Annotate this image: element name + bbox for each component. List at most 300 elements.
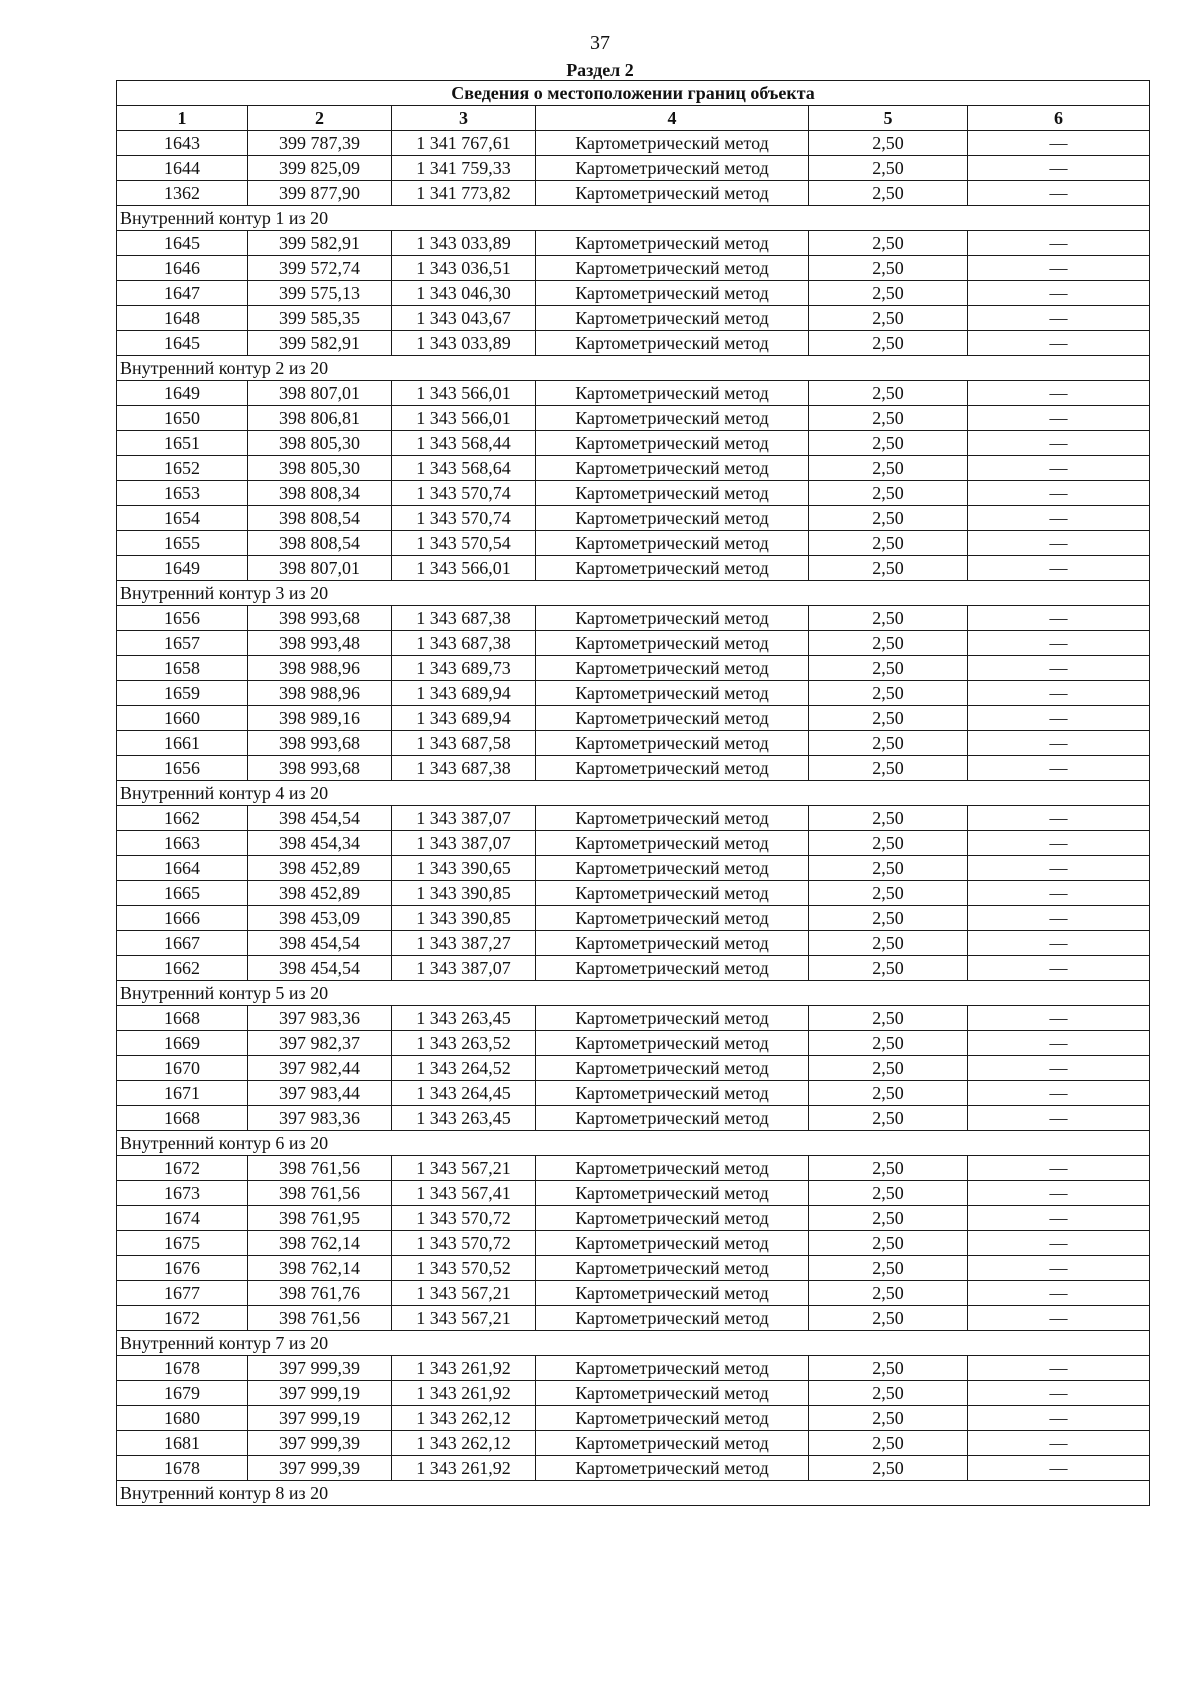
description-cell: —	[968, 681, 1150, 706]
table-row	[117, 1031, 1150, 1056]
table-row	[117, 831, 1150, 856]
method-cell: Картометрический метод	[536, 481, 809, 506]
table-row	[117, 931, 1150, 956]
point-number-cell: 1666	[117, 906, 248, 931]
point-number-cell: 1644	[117, 156, 248, 181]
x-coordinate-cell: 398 993,48	[248, 631, 392, 656]
point-number-cell: 1643	[117, 131, 248, 156]
description-cell: —	[968, 956, 1150, 981]
table-row	[117, 481, 1150, 506]
method-cell: Картометрический метод	[536, 456, 809, 481]
table-row	[117, 1081, 1150, 1106]
table-row	[117, 681, 1150, 706]
description-cell: —	[968, 1081, 1150, 1106]
y-coordinate-cell: 1 343 568,64	[392, 456, 536, 481]
method-cell: Картометрический метод	[536, 931, 809, 956]
point-number-cell: 1671	[117, 1081, 248, 1106]
method-cell: Картометрический метод	[536, 656, 809, 681]
point-number-cell: 1650	[117, 406, 248, 431]
y-coordinate-cell: 1 343 261,92	[392, 1356, 536, 1381]
accuracy-cell: 2,50	[809, 1381, 968, 1406]
x-coordinate-cell: 398 452,89	[248, 856, 392, 881]
point-number-cell: 1676	[117, 1256, 248, 1281]
table-row	[117, 656, 1150, 681]
y-coordinate-cell: 1 343 566,01	[392, 556, 536, 581]
y-coordinate-cell: 1 343 262,12	[392, 1406, 536, 1431]
x-coordinate-cell: 397 983,36	[248, 1106, 392, 1131]
table-row	[117, 1231, 1150, 1256]
column-header-3: 3	[392, 106, 536, 131]
x-coordinate-cell: 399 585,35	[248, 306, 392, 331]
method-cell: Картометрический метод	[536, 1081, 809, 1106]
x-coordinate-cell: 397 983,36	[248, 1006, 392, 1031]
table-row	[117, 956, 1150, 981]
x-coordinate-cell: 398 805,30	[248, 431, 392, 456]
accuracy-cell: 2,50	[809, 381, 968, 406]
point-number-cell: 1680	[117, 1406, 248, 1431]
contour-label: Внутренний контур 7 из 20	[117, 1331, 1150, 1356]
contour-label: Внутренний контур 4 из 20	[117, 781, 1150, 806]
x-coordinate-cell: 398 993,68	[248, 756, 392, 781]
point-number-cell: 1659	[117, 681, 248, 706]
table-row	[117, 231, 1150, 256]
x-coordinate-cell: 398 807,01	[248, 381, 392, 406]
table-row	[117, 856, 1150, 881]
y-coordinate-cell: 1 343 043,67	[392, 306, 536, 331]
accuracy-cell: 2,50	[809, 831, 968, 856]
accuracy-cell: 2,50	[809, 506, 968, 531]
method-cell: Картометрический метод	[536, 1056, 809, 1081]
description-cell: —	[968, 481, 1150, 506]
point-number-cell: 1673	[117, 1181, 248, 1206]
boundary-coordinates-table	[116, 80, 1150, 1506]
accuracy-cell: 2,50	[809, 1006, 968, 1031]
accuracy-cell: 2,50	[809, 156, 968, 181]
x-coordinate-cell: 398 761,56	[248, 1181, 392, 1206]
description-cell: —	[968, 1056, 1150, 1081]
method-cell: Картометрический метод	[536, 831, 809, 856]
table-row	[117, 556, 1150, 581]
table-row	[117, 281, 1150, 306]
contour-row	[117, 206, 1150, 231]
table-row	[117, 531, 1150, 556]
description-cell: —	[968, 806, 1150, 831]
accuracy-cell: 2,50	[809, 481, 968, 506]
method-cell: Картометрический метод	[536, 756, 809, 781]
column-header-4: 4	[536, 106, 809, 131]
y-coordinate-cell: 1 343 689,73	[392, 656, 536, 681]
accuracy-cell: 2,50	[809, 881, 968, 906]
y-coordinate-cell: 1 343 390,85	[392, 881, 536, 906]
accuracy-cell: 2,50	[809, 1431, 968, 1456]
accuracy-cell: 2,50	[809, 1106, 968, 1131]
method-cell: Картометрический метод	[536, 681, 809, 706]
point-number-cell: 1672	[117, 1306, 248, 1331]
y-coordinate-cell: 1 343 387,07	[392, 831, 536, 856]
x-coordinate-cell: 398 988,96	[248, 681, 392, 706]
point-number-cell: 1674	[117, 1206, 248, 1231]
point-number-cell: 1675	[117, 1231, 248, 1256]
description-cell: —	[968, 1006, 1150, 1031]
column-header-1: 1	[117, 106, 248, 131]
y-coordinate-cell: 1 341 759,33	[392, 156, 536, 181]
table-row	[117, 631, 1150, 656]
accuracy-cell: 2,50	[809, 1156, 968, 1181]
x-coordinate-cell: 399 877,90	[248, 181, 392, 206]
method-cell: Картометрический метод	[536, 431, 809, 456]
x-coordinate-cell: 398 453,09	[248, 906, 392, 931]
point-number-cell: 1656	[117, 756, 248, 781]
accuracy-cell: 2,50	[809, 331, 968, 356]
table-row	[117, 1056, 1150, 1081]
table-row	[117, 1456, 1150, 1481]
table-row	[117, 906, 1150, 931]
table-caption: Сведения о местоположении границ объекта	[117, 81, 1150, 106]
table-row	[117, 256, 1150, 281]
y-coordinate-cell: 1 343 262,12	[392, 1431, 536, 1456]
column-header-2: 2	[248, 106, 392, 131]
method-cell: Картометрический метод	[536, 1106, 809, 1131]
method-cell: Картометрический метод	[536, 606, 809, 631]
accuracy-cell: 2,50	[809, 681, 968, 706]
contour-row	[117, 981, 1150, 1006]
accuracy-cell: 2,50	[809, 1281, 968, 1306]
table-row	[117, 1406, 1150, 1431]
contour-label: Внутренний контур 1 из 20	[117, 206, 1150, 231]
y-coordinate-cell: 1 343 390,65	[392, 856, 536, 881]
description-cell: —	[968, 231, 1150, 256]
description-cell: —	[968, 1181, 1150, 1206]
y-coordinate-cell: 1 341 767,61	[392, 131, 536, 156]
description-cell: —	[968, 606, 1150, 631]
accuracy-cell: 2,50	[809, 1031, 968, 1056]
accuracy-cell: 2,50	[809, 806, 968, 831]
accuracy-cell: 2,50	[809, 131, 968, 156]
y-coordinate-cell: 1 343 261,92	[392, 1381, 536, 1406]
point-number-cell: 1677	[117, 1281, 248, 1306]
x-coordinate-cell: 397 999,19	[248, 1406, 392, 1431]
table-row	[117, 156, 1150, 181]
y-coordinate-cell: 1 343 687,38	[392, 756, 536, 781]
point-number-cell: 1665	[117, 881, 248, 906]
description-cell: —	[968, 406, 1150, 431]
y-coordinate-cell: 1 343 570,74	[392, 506, 536, 531]
accuracy-cell: 2,50	[809, 456, 968, 481]
y-coordinate-cell: 1 343 033,89	[392, 331, 536, 356]
x-coordinate-cell: 398 452,89	[248, 881, 392, 906]
point-number-cell: 1648	[117, 306, 248, 331]
method-cell: Картометрический метод	[536, 1306, 809, 1331]
description-cell: —	[968, 1256, 1150, 1281]
x-coordinate-cell: 398 761,95	[248, 1206, 392, 1231]
table-row	[117, 506, 1150, 531]
y-coordinate-cell: 1 343 687,38	[392, 631, 536, 656]
table-body	[117, 131, 1150, 1506]
contour-label: Внутренний контур 8 из 20	[117, 1481, 1150, 1506]
x-coordinate-cell: 397 999,39	[248, 1456, 392, 1481]
y-coordinate-cell: 1 343 261,92	[392, 1456, 536, 1481]
y-coordinate-cell: 1 343 689,94	[392, 681, 536, 706]
accuracy-cell: 2,50	[809, 1206, 968, 1231]
description-cell: —	[968, 906, 1150, 931]
x-coordinate-cell: 398 808,54	[248, 531, 392, 556]
y-coordinate-cell: 1 343 566,01	[392, 406, 536, 431]
point-number-cell: 1678	[117, 1456, 248, 1481]
description-cell: —	[968, 1156, 1150, 1181]
point-number-cell: 1679	[117, 1381, 248, 1406]
accuracy-cell: 2,50	[809, 256, 968, 281]
point-number-cell: 1651	[117, 431, 248, 456]
table-row	[117, 1106, 1150, 1131]
x-coordinate-cell: 398 762,14	[248, 1231, 392, 1256]
y-coordinate-cell: 1 343 568,44	[392, 431, 536, 456]
accuracy-cell: 2,50	[809, 556, 968, 581]
x-coordinate-cell: 398 454,34	[248, 831, 392, 856]
point-number-cell: 1656	[117, 606, 248, 631]
y-coordinate-cell: 1 343 263,45	[392, 1006, 536, 1031]
point-number-cell: 1669	[117, 1031, 248, 1056]
x-coordinate-cell: 399 572,74	[248, 256, 392, 281]
point-number-cell: 1663	[117, 831, 248, 856]
table-row	[117, 756, 1150, 781]
y-coordinate-cell: 1 343 566,01	[392, 381, 536, 406]
accuracy-cell: 2,50	[809, 931, 968, 956]
description-cell: —	[968, 531, 1150, 556]
x-coordinate-cell: 398 454,54	[248, 806, 392, 831]
table-row	[117, 181, 1150, 206]
accuracy-cell: 2,50	[809, 606, 968, 631]
point-number-cell: 1658	[117, 656, 248, 681]
description-cell: —	[968, 631, 1150, 656]
table-row	[117, 1006, 1150, 1031]
method-cell: Картометрический метод	[536, 956, 809, 981]
method-cell: Картометрический метод	[536, 381, 809, 406]
accuracy-cell: 2,50	[809, 531, 968, 556]
description-cell: —	[968, 381, 1150, 406]
x-coordinate-cell: 399 825,09	[248, 156, 392, 181]
method-cell: Картометрический метод	[536, 131, 809, 156]
description-cell: —	[968, 831, 1150, 856]
x-coordinate-cell: 398 988,96	[248, 656, 392, 681]
description-cell: —	[968, 656, 1150, 681]
description-cell: —	[968, 331, 1150, 356]
point-number-cell: 1657	[117, 631, 248, 656]
method-cell: Картометрический метод	[536, 1231, 809, 1256]
point-number-cell: 1649	[117, 556, 248, 581]
point-number-cell: 1660	[117, 706, 248, 731]
point-number-cell: 1670	[117, 1056, 248, 1081]
x-coordinate-cell: 397 999,39	[248, 1356, 392, 1381]
description-cell: —	[968, 706, 1150, 731]
point-number-cell: 1655	[117, 531, 248, 556]
point-number-cell: 1645	[117, 331, 248, 356]
method-cell: Картометрический метод	[536, 1456, 809, 1481]
table-row	[117, 456, 1150, 481]
method-cell: Картометрический метод	[536, 706, 809, 731]
method-cell: Картометрический метод	[536, 1181, 809, 1206]
table-header	[117, 81, 1150, 131]
y-coordinate-cell: 1 343 689,94	[392, 706, 536, 731]
accuracy-cell: 2,50	[809, 706, 968, 731]
table-row	[117, 1431, 1150, 1456]
contour-row	[117, 1331, 1150, 1356]
y-coordinate-cell: 1 343 687,38	[392, 606, 536, 631]
table-row	[117, 131, 1150, 156]
accuracy-cell: 2,50	[809, 1256, 968, 1281]
method-cell: Картометрический метод	[536, 881, 809, 906]
method-cell: Картометрический метод	[536, 506, 809, 531]
description-cell: —	[968, 1456, 1150, 1481]
y-coordinate-cell: 1 343 570,74	[392, 481, 536, 506]
x-coordinate-cell: 398 993,68	[248, 606, 392, 631]
point-number-cell: 1646	[117, 256, 248, 281]
description-cell: —	[968, 456, 1150, 481]
table-row	[117, 1306, 1150, 1331]
accuracy-cell: 2,50	[809, 1356, 968, 1381]
x-coordinate-cell: 398 761,56	[248, 1156, 392, 1181]
point-number-cell: 1654	[117, 506, 248, 531]
contour-row	[117, 781, 1150, 806]
y-coordinate-cell: 1 341 773,82	[392, 181, 536, 206]
y-coordinate-cell: 1 343 390,85	[392, 906, 536, 931]
y-coordinate-cell: 1 343 046,30	[392, 281, 536, 306]
x-coordinate-cell: 398 993,68	[248, 731, 392, 756]
method-cell: Картометрический метод	[536, 1006, 809, 1031]
method-cell: Картометрический метод	[536, 181, 809, 206]
point-number-cell: 1652	[117, 456, 248, 481]
method-cell: Картометрический метод	[536, 1156, 809, 1181]
description-cell: —	[968, 1031, 1150, 1056]
method-cell: Картометрический метод	[536, 1406, 809, 1431]
method-cell: Картометрический метод	[536, 1356, 809, 1381]
method-cell: Картометрический метод	[536, 806, 809, 831]
method-cell: Картометрический метод	[536, 906, 809, 931]
description-cell: —	[968, 1406, 1150, 1431]
y-coordinate-cell: 1 343 570,72	[392, 1231, 536, 1256]
description-cell: —	[968, 281, 1150, 306]
description-cell: —	[968, 1106, 1150, 1131]
table-row	[117, 1256, 1150, 1281]
description-cell: —	[968, 556, 1150, 581]
y-coordinate-cell: 1 343 570,72	[392, 1206, 536, 1231]
table-row	[117, 331, 1150, 356]
y-coordinate-cell: 1 343 567,21	[392, 1281, 536, 1306]
y-coordinate-cell: 1 343 263,52	[392, 1031, 536, 1056]
accuracy-cell: 2,50	[809, 1231, 968, 1256]
description-cell: —	[968, 731, 1150, 756]
method-cell: Картометрический метод	[536, 231, 809, 256]
method-cell: Картометрический метод	[536, 1431, 809, 1456]
point-number-cell: 1664	[117, 856, 248, 881]
method-cell: Картометрический метод	[536, 556, 809, 581]
x-coordinate-cell: 398 808,54	[248, 506, 392, 531]
x-coordinate-cell: 398 805,30	[248, 456, 392, 481]
contour-row	[117, 1131, 1150, 1156]
table-row	[117, 606, 1150, 631]
y-coordinate-cell: 1 343 687,58	[392, 731, 536, 756]
description-cell: —	[968, 1356, 1150, 1381]
column-header-5: 5	[809, 106, 968, 131]
description-cell: —	[968, 931, 1150, 956]
x-coordinate-cell: 399 582,91	[248, 331, 392, 356]
method-cell: Картометрический метод	[536, 256, 809, 281]
table-row	[117, 431, 1150, 456]
accuracy-cell: 2,50	[809, 856, 968, 881]
table-row	[117, 1356, 1150, 1381]
table-caption-row	[117, 81, 1150, 106]
point-number-cell: 1681	[117, 1431, 248, 1456]
x-coordinate-cell: 399 575,13	[248, 281, 392, 306]
x-coordinate-cell: 397 999,19	[248, 1381, 392, 1406]
y-coordinate-cell: 1 343 387,07	[392, 956, 536, 981]
description-cell: —	[968, 1281, 1150, 1306]
x-coordinate-cell: 399 582,91	[248, 231, 392, 256]
contour-label: Внутренний контур 3 из 20	[117, 581, 1150, 606]
method-cell: Картометрический метод	[536, 1031, 809, 1056]
contour-label: Внутренний контур 5 из 20	[117, 981, 1150, 1006]
description-cell: —	[968, 1306, 1150, 1331]
x-coordinate-cell: 397 999,39	[248, 1431, 392, 1456]
method-cell: Картометрический метод	[536, 156, 809, 181]
description-cell: —	[968, 1206, 1150, 1231]
point-number-cell: 1672	[117, 1156, 248, 1181]
description-cell: —	[968, 156, 1150, 181]
table-row	[117, 1181, 1150, 1206]
y-coordinate-cell: 1 343 570,54	[392, 531, 536, 556]
x-coordinate-cell: 398 761,76	[248, 1281, 392, 1306]
x-coordinate-cell: 398 989,16	[248, 706, 392, 731]
accuracy-cell: 2,50	[809, 656, 968, 681]
description-cell: —	[968, 881, 1150, 906]
accuracy-cell: 2,50	[809, 731, 968, 756]
accuracy-cell: 2,50	[809, 1181, 968, 1206]
description-cell: —	[968, 506, 1150, 531]
accuracy-cell: 2,50	[809, 1456, 968, 1481]
column-number-row	[117, 106, 1150, 131]
table-row	[117, 706, 1150, 731]
x-coordinate-cell: 398 454,54	[248, 956, 392, 981]
table-row	[117, 1381, 1150, 1406]
point-number-cell: 1668	[117, 1106, 248, 1131]
point-number-cell: 1662	[117, 806, 248, 831]
method-cell: Картометрический метод	[536, 1256, 809, 1281]
x-coordinate-cell: 398 454,54	[248, 931, 392, 956]
point-number-cell: 1647	[117, 281, 248, 306]
column-header-6: 6	[968, 106, 1150, 131]
point-number-cell: 1649	[117, 381, 248, 406]
method-cell: Картометрический метод	[536, 631, 809, 656]
description-cell: —	[968, 856, 1150, 881]
table-row	[117, 731, 1150, 756]
accuracy-cell: 2,50	[809, 1056, 968, 1081]
point-number-cell: 1645	[117, 231, 248, 256]
y-coordinate-cell: 1 343 036,51	[392, 256, 536, 281]
y-coordinate-cell: 1 343 264,45	[392, 1081, 536, 1106]
y-coordinate-cell: 1 343 033,89	[392, 231, 536, 256]
x-coordinate-cell: 398 808,34	[248, 481, 392, 506]
accuracy-cell: 2,50	[809, 406, 968, 431]
accuracy-cell: 2,50	[809, 306, 968, 331]
method-cell: Картометрический метод	[536, 331, 809, 356]
method-cell: Картометрический метод	[536, 281, 809, 306]
table-row	[117, 881, 1150, 906]
point-number-cell: 1667	[117, 931, 248, 956]
x-coordinate-cell: 398 761,56	[248, 1306, 392, 1331]
accuracy-cell: 2,50	[809, 1306, 968, 1331]
description-cell: —	[968, 1431, 1150, 1456]
y-coordinate-cell: 1 343 570,52	[392, 1256, 536, 1281]
accuracy-cell: 2,50	[809, 1081, 968, 1106]
